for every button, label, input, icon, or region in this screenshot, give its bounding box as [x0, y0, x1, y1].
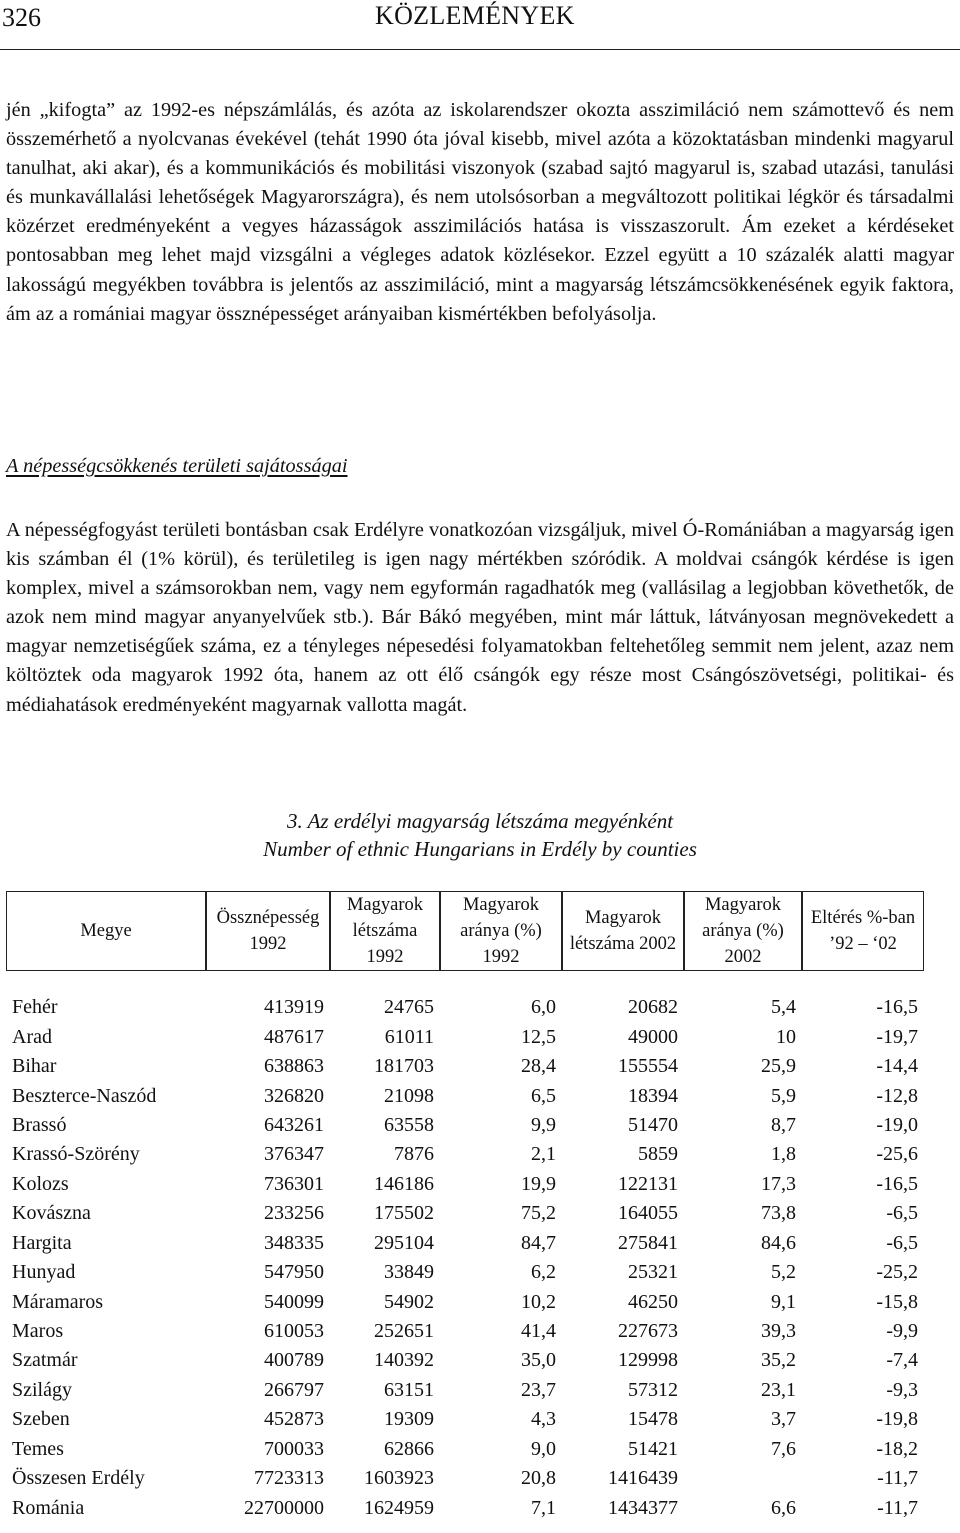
cell-county: Máramaros: [12, 1290, 104, 1313]
cell-total-population-1992: 22700000: [244, 1496, 324, 1519]
cell-hungarians-2002: 57312: [628, 1378, 678, 1401]
header-county: Megye: [6, 891, 206, 971]
table-row: [6, 1258, 924, 1287]
cell-share-1992: 4,3: [531, 1408, 556, 1431]
table-row: [6, 1493, 924, 1522]
cell-county: Krassó-Szörény: [12, 1143, 140, 1166]
cell-hungarians-2002: 51421: [628, 1437, 678, 1460]
cell-difference: -19,8: [876, 1408, 918, 1431]
cell-share-1992: 7,1: [531, 1496, 556, 1519]
table-header-row: [6, 891, 924, 971]
table-row: [6, 1199, 924, 1228]
table-row: [6, 1435, 924, 1464]
header-hungarian-share-1992: Magyarok aránya (%) 1992: [440, 891, 562, 971]
cell-share-2002: 84,6: [761, 1231, 796, 1254]
cell-difference: -25,6: [876, 1143, 918, 1166]
header-total-population-1992: Össznépesség 1992: [206, 891, 330, 971]
cell-county: Szeben: [12, 1408, 70, 1431]
body-paragraph-1: jén „kifogta” az 1992-es népszámlálás, és azóta az iskolarendszer okozta asszimiláció nem számottevő és nem összemérhető a nyolcvanas évekével (tehát 1990 óta jóval kisebb, mivel azóta a közoktatásban mindenki magyarul tanulhat, aki akar), és a kommunikációs és mobilitási viszonyok (szabad sajtó magyarul is, szabad utazási, tanulási és munkavállalási lehetőségek Magyarországra), és nem utolsósorban a megváltozott politikai légkör és társadalmi közérzet eredményeként a vegyes házasságok asszimilációs hatása is visszaszorult. Ám ezeket a kérdéseket pontosabban meg lehet majd vizsgálni a végleges adatok közlésekor. Ezzel együtt a 10 százalék alatti magyar lakosságú megyékben továbbra is jelentős az asszimiláció, mint a magyarság létszámcsökkenésének egyik faktora, ám az a romániai magyar össznépességet arányaiban kismértékben befolyásolja.: [6, 99, 954, 325]
cell-hungarians-2002: 275841: [618, 1231, 678, 1254]
cell-total-population-1992: 643261: [264, 1113, 324, 1136]
cell-hungarians-1992: 21098: [384, 1084, 434, 1107]
table-row: [6, 1376, 924, 1405]
cell-total-population-1992: 233256: [264, 1202, 324, 1225]
cell-difference: -7,4: [886, 1349, 918, 1372]
cell-share-1992: 6,0: [531, 996, 556, 1019]
cell-difference: -12,8: [876, 1084, 918, 1107]
page-number: 326: [2, 3, 41, 32]
cell-hungarians-1992: 24765: [384, 996, 434, 1019]
cell-share-2002: 8,7: [771, 1113, 796, 1136]
cell-share-2002: 35,2: [761, 1349, 796, 1372]
cell-county: Kolozs: [12, 1172, 69, 1195]
cell-hungarians-1992: 61011: [384, 1025, 434, 1048]
cell-difference: -19,0: [876, 1113, 918, 1136]
header-hungarians-2002: Magyarok létszáma 2002: [562, 891, 684, 971]
cell-hungarians-1992: 146186: [374, 1172, 434, 1195]
cell-hungarians-1992: 54902: [384, 1290, 434, 1313]
cell-difference: -6,5: [886, 1231, 918, 1254]
cell-county: Maros: [12, 1320, 64, 1343]
cell-hungarians-1992: 252651: [374, 1320, 434, 1343]
cell-share-2002: 25,9: [761, 1055, 796, 1078]
cell-difference: -18,2: [876, 1437, 918, 1460]
cell-share-1992: 28,4: [521, 1055, 556, 1078]
header-rule: [0, 49, 960, 50]
page-header: [0, 0, 960, 52]
cell-share-2002: 73,8: [761, 1202, 796, 1225]
county-statistics-table: [6, 891, 924, 1523]
cell-county: Hunyad: [12, 1261, 76, 1284]
cell-county: Hargita: [12, 1231, 72, 1254]
cell-hungarians-2002: 20682: [628, 996, 678, 1019]
cell-total-population-1992: 540099: [264, 1290, 324, 1313]
cell-share-2002: 1,8: [771, 1143, 796, 1166]
cell-share-1992: 6,2: [531, 1261, 556, 1284]
cell-share-1992: 2,1: [531, 1143, 556, 1166]
table-caption-hungarian: 3. Az erdélyi magyarság létszáma megyénként: [286, 809, 674, 833]
cell-hungarians-1992: 63558: [384, 1113, 434, 1136]
cell-total-population-1992: 452873: [264, 1408, 324, 1431]
cell-difference: -25,2: [876, 1261, 918, 1284]
cell-total-population-1992: 413919: [264, 996, 324, 1019]
cell-county: Arad: [12, 1025, 52, 1048]
cell-county: Összesen Erdély: [12, 1467, 145, 1490]
cell-total-population-1992: 487617: [264, 1025, 324, 1048]
table-caption-english: Number of ethnic Hungarians in Erdély by counties: [263, 837, 697, 861]
cell-hungarians-1992: 7876: [394, 1143, 434, 1166]
cell-hungarians-1992: 63151: [384, 1378, 434, 1401]
cell-hungarians-2002: 164055: [618, 1202, 678, 1225]
cell-total-population-1992: 547950: [264, 1261, 324, 1284]
cell-hungarians-1992: 1624959: [364, 1496, 434, 1519]
cell-total-population-1992: 700033: [264, 1437, 324, 1460]
cell-total-population-1992: 376347: [264, 1143, 324, 1166]
cell-share-1992: 12,5: [521, 1025, 556, 1048]
cell-county: Kovászna: [12, 1202, 91, 1225]
cell-difference: -11,7: [877, 1496, 918, 1519]
table-row: [6, 1111, 924, 1140]
cell-county: Brassó: [12, 1113, 67, 1136]
cell-share-1992: 9,9: [531, 1113, 556, 1136]
cell-total-population-1992: 266797: [264, 1378, 324, 1401]
cell-difference: -9,9: [886, 1320, 918, 1343]
cell-hungarians-1992: 175502: [374, 1202, 434, 1225]
section-heading: A népességcsökkenés területi sajátosságai: [6, 455, 348, 477]
cell-total-population-1992: 610053: [264, 1320, 324, 1343]
table-row: [6, 1229, 924, 1258]
cell-share-2002: 23,1: [761, 1378, 796, 1401]
cell-share-1992: 9,0: [531, 1437, 556, 1460]
cell-share-1992: 10,2: [521, 1290, 556, 1313]
cell-share-1992: 84,7: [521, 1231, 556, 1254]
cell-hungarians-2002: 227673: [618, 1320, 678, 1343]
cell-difference: -15,8: [876, 1290, 918, 1313]
table-row: [6, 1464, 924, 1493]
cell-share-2002: 3,7: [771, 1408, 796, 1431]
table-row: [6, 1317, 924, 1346]
cell-share-1992: 35,0: [521, 1349, 556, 1372]
cell-hungarians-2002: 129998: [618, 1349, 678, 1372]
cell-hungarians-2002: 51470: [628, 1113, 678, 1136]
cell-hungarians-2002: 155554: [618, 1055, 678, 1078]
cell-share-1992: 41,4: [521, 1320, 556, 1343]
cell-share-2002: 17,3: [761, 1172, 796, 1195]
header-hungarian-share-2002: Magyarok aránya (%) 2002: [684, 891, 802, 971]
cell-county: Szatmár: [12, 1349, 78, 1372]
cell-share-2002: [684, 1464, 802, 1493]
cell-hungarians-2002: 1416439: [608, 1467, 678, 1490]
cell-difference: -11,7: [877, 1467, 918, 1490]
cell-share-2002: 5,4: [771, 996, 796, 1019]
cell-hungarians-1992: 19309: [384, 1408, 434, 1431]
cell-hungarians-1992: 1603923: [364, 1467, 434, 1490]
cell-hungarians-2002: 49000: [628, 1025, 678, 1048]
cell-hungarians-1992: 140392: [374, 1349, 434, 1372]
table-row: [6, 1140, 924, 1169]
cell-difference: -14,4: [876, 1055, 918, 1078]
cell-total-population-1992: 7723313: [254, 1467, 324, 1490]
header-difference-percent: Eltérés %-ban ’92 – ‘02: [802, 891, 924, 971]
cell-county: Bihar: [12, 1055, 57, 1078]
cell-share-1992: 75,2: [521, 1202, 556, 1225]
cell-hungarians-1992: 295104: [374, 1231, 434, 1254]
cell-hungarians-2002: 1434377: [608, 1496, 678, 1519]
cell-share-2002: 39,3: [761, 1320, 796, 1343]
cell-total-population-1992: 736301: [264, 1172, 324, 1195]
cell-county: Szilágy: [12, 1378, 72, 1401]
cell-hungarians-2002: 46250: [628, 1290, 678, 1313]
cell-hungarians-2002: 122131: [618, 1172, 678, 1195]
cell-hungarians-2002: 15478: [628, 1408, 678, 1431]
cell-difference: -19,7: [876, 1025, 918, 1048]
cell-hungarians-2002: 18394: [628, 1084, 678, 1107]
cell-difference: -16,5: [876, 1172, 918, 1195]
cell-share-2002: 5,9: [771, 1084, 796, 1107]
cell-difference: -16,5: [876, 996, 918, 1019]
cell-county: Beszterce-Naszód: [12, 1084, 157, 1107]
cell-share-2002: 10: [776, 1025, 796, 1048]
cell-share-1992: 19,9: [521, 1172, 556, 1195]
table-row: [6, 1346, 924, 1375]
cell-share-2002: 7,6: [771, 1437, 796, 1460]
cell-share-1992: 6,5: [531, 1084, 556, 1107]
cell-share-2002: 9,1: [771, 1290, 796, 1313]
header-hungarians-1992: Magyarok létszáma 1992: [330, 891, 440, 971]
table-row: [6, 1022, 924, 1051]
cell-share-1992: 23,7: [521, 1378, 556, 1401]
table-row: [6, 971, 924, 1022]
cell-hungarians-1992: 181703: [374, 1055, 434, 1078]
table-row: [6, 1170, 924, 1199]
cell-share-2002: 6,6: [771, 1496, 796, 1519]
table-row: [6, 1081, 924, 1110]
cell-hungarians-2002: 25321: [628, 1261, 678, 1284]
table-row: [6, 1405, 924, 1434]
cell-county: Fehér: [12, 996, 58, 1019]
cell-county: Románia: [12, 1496, 85, 1519]
table-body: [6, 971, 924, 1523]
cell-county: Temes: [12, 1437, 64, 1460]
cell-hungarians-1992: 33849: [384, 1261, 434, 1284]
cell-hungarians-2002: 5859: [638, 1143, 678, 1166]
cell-hungarians-1992: 62866: [384, 1437, 434, 1460]
cell-total-population-1992: 638863: [264, 1055, 324, 1078]
cell-total-population-1992: 348335: [264, 1231, 324, 1254]
running-title: KÖZLEMÉNYEK: [375, 1, 575, 30]
body-paragraph-2: A népességfogyást területi bontásban csak Erdélyre vonatkozóan vizsgáljuk, mivel Ó-Romániában a magyarság igen kis számban él (1% körül), és területileg is igen nagy mértékben szóródik. A moldvai csángók kérdése is igen komplex, mivel a számsorokban nem, vagy nem egyformán ragadhatók meg (vallásilag a legjobban követhetők, de azok nem mind magyar anyanyelvűek stb.). Bár Bákó megyében, mint már láttuk, látványosan megnövekedett a magyar nemzetiségűek száma, ez a tényleges népesedési folyamatokban feltehetőleg semmit nem jelent, azaz nem költöztek oda magyarok 1992 óta, hanem az ott élő csángók egy része most Csángószövetségi, politikai- és médiahatások eredményeként magyarnak vallotta magát.: [6, 519, 954, 716]
cell-total-population-1992: 326820: [264, 1084, 324, 1107]
cell-difference: -9,3: [886, 1378, 918, 1401]
table-row: [6, 1052, 924, 1081]
cell-total-population-1992: 400789: [264, 1349, 324, 1372]
cell-difference: -6,5: [886, 1202, 918, 1225]
cell-share-1992: 20,8: [521, 1467, 556, 1490]
table-row: [6, 1287, 924, 1316]
cell-share-2002: 5,2: [771, 1261, 796, 1284]
